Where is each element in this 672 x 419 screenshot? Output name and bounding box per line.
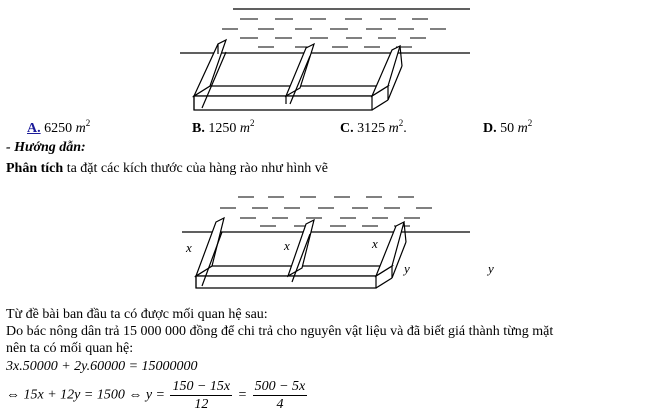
fraction-1: $\frac{150 - 15x}{12}$ <box>172 379 231 412</box>
paragraph-relation: Từ đề bài ban đầu ta có được mối quan hệ sau: <box>6 307 268 322</box>
analysis-bold: Phân tích <box>6 161 64 176</box>
label-x-middle: x <box>284 238 290 253</box>
option-c[interactable]: C. 3125 $m^2$. <box>340 118 407 136</box>
fraction-2: $\frac{500 - 5x}{4}$ <box>254 379 306 412</box>
label-x-right: x <box>372 236 378 251</box>
label-y-outer: y <box>488 261 494 276</box>
label-x-left: x <box>186 240 192 255</box>
guide-heading: - Hướng dẫn: <box>6 140 86 155</box>
equation-solve-y: ⇔ 15x + 12y = 1500 ⇔ y = $\frac{150 - 15x}{12}$ = $\frac{500 - 5x}{4}$ <box>6 379 306 412</box>
paragraph-payment: Do bác nông dân trả 15 000 000 đồng để chi trả cho nguyên vật liệu và đã biết giá thành từng mặt <box>6 324 554 339</box>
option-a[interactable]: A. 6250 $m^2$ <box>27 118 91 136</box>
label-y-inner: y <box>404 261 410 276</box>
analysis-rest: ta đặt các kích thước của hàng rào như hình vẽ <box>63 161 328 176</box>
option-d[interactable]: D. 50 $m^2$ <box>483 118 533 136</box>
paragraph-so: nên ta có mối quan hệ: <box>6 341 134 356</box>
option-b[interactable]: B. 1250 $m^2$ <box>192 118 255 136</box>
equation-cost: 3x.50000 + 2y.60000 = 15000000 <box>6 359 198 374</box>
